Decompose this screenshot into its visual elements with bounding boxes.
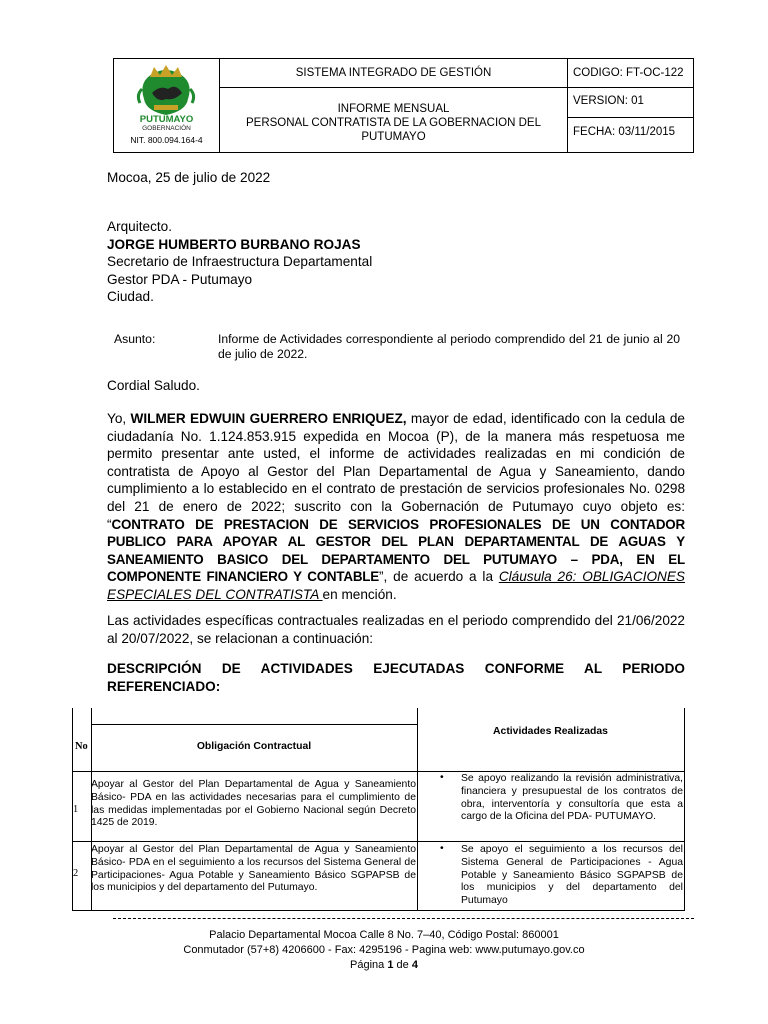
header-divider — [567, 117, 693, 118]
recipient-block — [107, 218, 372, 306]
report-title-line: PUTUMAYO — [361, 131, 426, 143]
bullet-icon: • — [440, 772, 444, 783]
document-header-table — [113, 58, 694, 153]
page-mid: de — [393, 959, 412, 971]
activities-table — [72, 708, 685, 911]
table-border — [684, 708, 685, 911]
report-title-line: INFORME MENSUAL — [337, 103, 450, 115]
report-title — [220, 102, 567, 144]
activity-text: Se apoyo el seguimiento a los recursos del Sistema General de Participaciones - Agua Potable y Saneamiento Básico SGPAPSB de los municipios y del departamento del Putumayo — [461, 844, 683, 907]
contractor-name: WILMER EDWUIN GUERRERO ENRIQUEZ, — [130, 411, 407, 426]
system-name: SISTEMA INTEGRADO DE GESTIÓN — [295, 67, 492, 79]
bullet-icon: • — [440, 843, 444, 854]
table-border — [72, 771, 685, 772]
row-number: 1 — [73, 804, 79, 815]
activities-intro: Las actividades específicas contractuales realizadas en el periodo comprendido del 21/06/2022 al 20/07/2022, se relacionan a continuación: — [107, 613, 685, 646]
header-divider — [567, 59, 568, 152]
page-prefix: Página — [350, 959, 388, 971]
intro-paragraph — [107, 410, 685, 604]
recipient-title: Arquitecto. — [107, 219, 172, 234]
page-current: 1 — [387, 959, 394, 971]
document-code: CODIGO: FT-OC-122 — [573, 67, 684, 79]
contract-object: CONTRATO DE PRESTACION DE SERVICIOS PROFESIONALES DE UN CONTADOR PUBLICO PARA APOYAR AL GESTOR DEL PLAN DEPARTAMENTAL DE AGUAS Y SANEAMIENTO BASICO DEL DEPARTAMENTO DEL PUTUMAYO – PDA, EN EL COMPONENTE FINANCIERO Y CONTABLE — [107, 516, 685, 585]
activity-text: Se apoyo realizando la revisión administrativa, financiera y presupuestal de los contratos de obra, interventoría y consultoría que esta a cargo de la Oficina del PDA- PUTUMAYO. — [461, 773, 683, 823]
recipient-name: JORGE HUMBERTO BURBANO ROJAS — [107, 236, 361, 252]
page-total: 4 — [411, 959, 418, 971]
obligation-text: Apoyar al Gestor del Plan Departamental de Agua y Saneamiento Básico- PDA en las actividades necesarias para el cumplimiento de las medidas implementadas por el Gobierno Nacional según Decreto 1425 de 2019. — [91, 779, 416, 829]
document-version: VERSION: 01 — [573, 95, 644, 107]
obligation-text: Apoyar al Gestor del Plan Departamental de Agua y Saneamiento Básico- PDA en el seguimiento a los recursos del Sistema General de Participaciones- Agua Potable y Saneamiento Básico SGPAPSB de los municipios y del departamento del Putumayo. — [91, 844, 416, 894]
page-number — [0, 958, 768, 972]
recipient-city: Ciudad. — [107, 289, 154, 305]
logo-name: PUTUMAYO — [139, 114, 194, 125]
intro-prefix: Yo, — [107, 411, 131, 426]
intro-end: en mención. — [322, 586, 397, 602]
report-title-line: PERSONAL CONTRATISTA DE LA GOBERNACION DEL — [245, 117, 542, 129]
subject-text: Informe de Actividades correspondiente al periodo comprendido del 21 de junio al 20 de julio de 2022. — [218, 332, 680, 361]
section-title: DESCRIPCIÓN DE ACTIVIDADES EJECUTADAS CONFORME AL PERIODO REFERENCIADO: — [107, 661, 685, 694]
footer-contact: Conmutador (57+8) 4206600 - Fax: 4295196 - Pagina web: www.putumayo.gov.co — [183, 944, 585, 956]
logo-subtitle: GOBERNACIÓN — [142, 125, 191, 132]
footer-address: Palacio Departamental Mocoa Calle 8 No. 7–40, Código Postal: 860001 — [209, 929, 559, 941]
document-date: FECHA: 03/11/2015 — [573, 126, 676, 138]
letter-date: Mocoa, 25 de julio de 2022 — [107, 170, 271, 185]
subject-label: Asunto: — [114, 332, 156, 346]
clause-reference: Cláusula 26: OBLIGACIONES ESPECIALES DEL CONTRATISTA — [107, 569, 685, 602]
table-border — [72, 910, 685, 911]
column-header-no: No — [75, 741, 88, 752]
putumayo-logo — [114, 59, 219, 152]
header-divider — [219, 87, 693, 88]
recipient-role: Gestor PDA - Putumayo — [107, 271, 253, 287]
row-number: 2 — [73, 868, 79, 879]
footer-divider — [113, 918, 694, 919]
intro-after-object: ”, de acuerdo a la — [379, 569, 499, 585]
column-header-activities: Actividades Realizadas — [493, 726, 608, 737]
table-border — [72, 841, 685, 842]
table-border — [91, 724, 418, 725]
recipient-role: Secretario de Infraestructura Departamental — [107, 254, 373, 270]
greeting: Cordial Saludo. — [107, 378, 200, 393]
column-header-obligation: Obligación Contractual — [196, 741, 312, 752]
intro-text: mayor de edad, identificado con la cedula de ciudadanía No. 1.124.853.915 expedida en Mocoa (P), de la manera más respetuosa me permito presentar ante usted, el informe de actividades realizadas en mi condición de contratista de Apoyo al Gestor del Plan Departamental de Agua y Saneamiento, dando cumplimiento a lo establecido en el contrato de prestación de servicios profesionales No. 0298 del 21 de enero de 2022; suscrito con la Gobernación de Putumayo cuyo objeto es: “ — [107, 411, 685, 532]
nit-number: NIT. 800.094.164-4 — [130, 135, 203, 145]
